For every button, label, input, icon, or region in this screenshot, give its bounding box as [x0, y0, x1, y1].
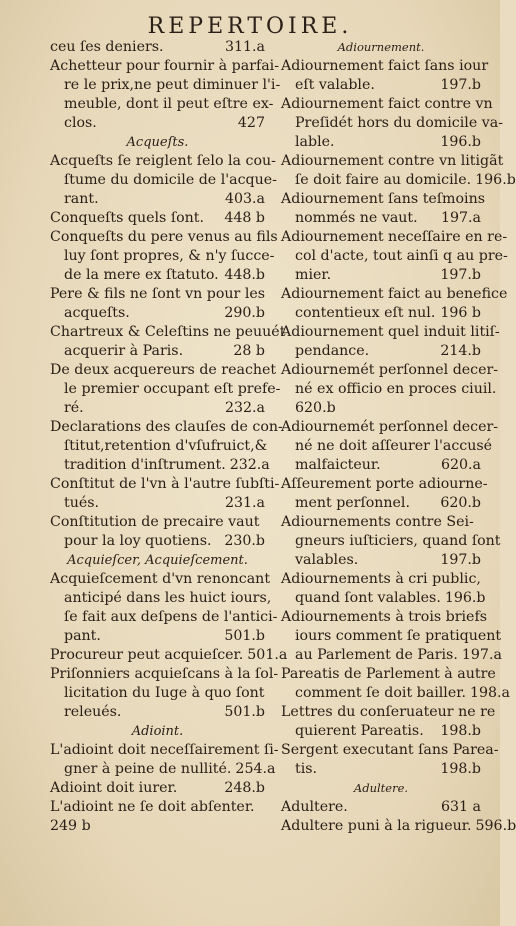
index-line — [281, 247, 508, 266]
index-line — [50, 342, 265, 361]
index-entry-text: Adiournement quel induit litiſ- — [281, 324, 500, 340]
page-reference: 197.b — [440, 552, 481, 568]
index-entry-text: Adiournemét perſonnel decer- — [281, 362, 499, 378]
index-line — [281, 399, 481, 418]
index-line — [281, 342, 481, 361]
index-line — [281, 475, 488, 494]
index-entry-text: Conſtitution de precaire vaut — [50, 514, 260, 530]
index-entry-text: né ex officio en proces ciuil. — [295, 381, 497, 397]
index-line — [281, 209, 481, 228]
page-reference: 631 a — [440, 799, 481, 815]
index-entry-text: Pere & fils ne ſont vn pour les — [50, 286, 266, 302]
index-entry-text: Acqueſts ſe reiglent ſelo la cou- — [50, 153, 276, 169]
index-line — [281, 171, 516, 190]
index-line — [50, 608, 278, 627]
index-line — [50, 684, 265, 703]
index-line — [281, 323, 500, 342]
index-line — [281, 741, 499, 760]
index-entry-text: Conqueſts du pere venus au fils — [50, 229, 278, 245]
index-line — [281, 456, 481, 475]
index-entry-text: Chartreux & Celeſtins ne peuuét — [50, 324, 286, 340]
index-entry-text: Adiournements à cri public, — [281, 571, 481, 587]
index-line — [281, 190, 485, 209]
index-line — [50, 76, 281, 95]
index-line — [281, 513, 481, 532]
page-reference: 198.b — [440, 723, 481, 739]
index-entry-text: 620.b — [295, 400, 336, 416]
index-entry-text: L'adioint doit neceſſairement ſi- — [50, 742, 279, 758]
left-column — [50, 38, 288, 836]
page-reference: 214.b — [440, 343, 481, 359]
index-entry-text: Acquieſcement d'vn renoncant — [50, 571, 271, 587]
page-reference: 311.a — [224, 39, 265, 55]
page-reference: 501.b — [224, 628, 265, 644]
index-line — [281, 228, 508, 247]
index-entry-text: tis. — [295, 761, 318, 777]
index-entry-text: lable. — [295, 134, 335, 150]
index-entry-text: Adiournement neceſſaire en re- — [281, 229, 508, 245]
page-reference: 196.b — [444, 590, 486, 606]
index-line — [281, 589, 486, 608]
index-line — [281, 285, 508, 304]
index-entry-text: rant. — [64, 191, 99, 207]
page-reference: 198.a — [469, 685, 511, 701]
index-subheading: Acquieſcer, Acquieſcement. — [67, 553, 248, 568]
index-line — [50, 418, 283, 437]
index-entry-text: de la mere ex ſtatuto. — [64, 267, 219, 283]
index-entry-text: Conſtitut de l'vn à l'autre ſubſti- — [50, 476, 280, 492]
index-line — [50, 665, 279, 684]
index-entry-text: Achetteur pour fournir à parfai- — [50, 58, 280, 74]
index-entry-text: Adiournement faict contre vn — [281, 96, 493, 112]
index-line — [281, 570, 481, 589]
index-line — [281, 152, 504, 171]
index-line — [281, 437, 493, 456]
index-line — [281, 760, 481, 779]
index-entry-text: Adiournemét perſonnel decer- — [281, 419, 499, 435]
index-line — [50, 437, 268, 456]
index-entry-text: Adultere. — [281, 799, 348, 815]
index-line — [281, 532, 501, 551]
index-entry-text: né ne doit aſſeurer l'accusé — [295, 438, 493, 454]
index-line — [281, 646, 502, 665]
index-entry-text: mier. — [295, 267, 332, 283]
index-line — [50, 817, 265, 836]
index-line — [50, 703, 265, 722]
index-line — [50, 266, 265, 285]
index-entry-text: tués. — [64, 495, 100, 511]
index-line — [50, 798, 265, 817]
index-line — [50, 57, 280, 76]
index-entry-text: Adiournements contre Sei- — [281, 514, 474, 530]
index-line — [50, 513, 265, 532]
index-line — [281, 494, 481, 513]
page-reference: 620.b — [440, 495, 481, 511]
index-entry-text: Conqueſts quels ſont. — [50, 210, 204, 226]
index-entry-text: pendance. — [295, 343, 370, 359]
index-entry-text: Aſſeurement porte adiourne- — [281, 476, 488, 492]
page-reference: 28 b — [233, 343, 265, 359]
index-entry-text: valables. — [295, 552, 359, 568]
index-entry-text: releués. — [64, 704, 122, 720]
index-entry-text: malfaicteur. — [295, 457, 381, 473]
index-entry-text: quierent Pareatis. — [295, 723, 424, 739]
index-entry-text: Adiournement faict au benefice — [281, 286, 508, 302]
right-column — [281, 38, 516, 836]
index-entry-text: Procureur peut acquieſcer. — [50, 647, 244, 663]
index-entry-text: 249 b — [50, 818, 91, 834]
index-entry-text: quand ſont valables. — [295, 590, 441, 606]
index-line — [281, 361, 499, 380]
page-reference: 197.b — [440, 267, 481, 283]
index-entry-text: ſtume du domicile de l'acque- — [64, 172, 277, 188]
index-line — [281, 418, 499, 437]
index-entry-text: Priſonniers acquieſcans à la ſol- — [50, 666, 279, 682]
index-entry-text: gner à peine de nullité. — [64, 761, 232, 777]
index-line — [281, 627, 502, 646]
page-reference: 448.b — [224, 267, 265, 283]
index-entry-text: Sergent executant ſans Parea- — [281, 742, 499, 758]
index-entry-text: anticipé dans les huict iours, — [64, 590, 272, 606]
page-reference: 501.a — [247, 647, 288, 663]
index-entry-text: Preſidét hors du domicile va- — [295, 115, 503, 131]
index-line — [50, 285, 265, 304]
index-entry-text: ſe doit faire au domicile. — [295, 172, 472, 188]
index-line — [50, 779, 265, 798]
index-subheading: Adultere. — [353, 781, 409, 795]
index-entry-text: Adiournement faict ſans iour — [281, 58, 489, 74]
index-entry-text: Declarations des clauſes de con- — [50, 419, 283, 435]
index-line — [281, 380, 497, 399]
index-entry-text: Adiournement contre vn litigãt — [281, 153, 504, 169]
index-entry-text: L'adioint ne ſe doit abſenter. — [50, 799, 255, 815]
page-reference: 196 b — [440, 305, 481, 321]
index-entry-text: comment ſe doit bailler. — [295, 685, 466, 701]
index-entry-text: meuble, dont il peut eſtre ex- — [64, 96, 274, 112]
index-entry-text: Lettres du conſeruateur ne re — [281, 704, 496, 720]
index-line — [281, 817, 516, 836]
index-line — [281, 684, 511, 703]
index-line — [50, 532, 265, 551]
index-entry-text: Adiournements à trois briefs — [281, 609, 487, 625]
index-line — [281, 608, 487, 627]
index-line — [50, 494, 265, 513]
page-reference: 198.b — [440, 761, 481, 777]
index-line — [50, 152, 276, 171]
index-line — [50, 361, 277, 380]
index-line — [281, 798, 481, 817]
index-line — [281, 722, 481, 741]
index-entry-text: Adultere puni à la rigueur. — [281, 818, 472, 834]
index-entry-text: ré. — [64, 400, 84, 416]
page-reference: 230.b — [224, 533, 265, 549]
index-subheading: Adiournement. — [337, 40, 425, 54]
index-line — [50, 247, 275, 266]
page-reference: 231.a — [224, 495, 265, 511]
index-line — [50, 38, 265, 57]
page-reference: 620.a — [440, 457, 481, 473]
page-reference: 248.b — [224, 780, 265, 796]
index-line — [50, 456, 270, 475]
page-reference: 197.b — [440, 77, 481, 93]
index-subheading: Adioint. — [131, 724, 184, 739]
index-entry-text: De deux acquereurs de reachet — [50, 362, 277, 378]
index-entry-text: le premier occupant eſt prefe- — [64, 381, 281, 397]
index-line — [281, 114, 503, 133]
index-line — [50, 228, 278, 247]
page-reference: 448 b — [224, 210, 265, 226]
index-entry-text: Adioint doit iurer. — [50, 780, 178, 796]
index-line — [50, 627, 265, 646]
page-reference: 196.b — [440, 134, 481, 150]
page-reference: 427 — [237, 115, 265, 131]
index-line — [50, 171, 277, 190]
index-line — [50, 114, 265, 133]
index-entry-text: eſt valable. — [295, 77, 375, 93]
index-subheading: Acqueſts. — [126, 135, 189, 150]
index-entry-text: clos. — [64, 115, 97, 131]
index-entry-text: iours comment ſe pratiquent — [295, 628, 502, 644]
page-reference: 596.b — [475, 818, 516, 834]
page-reference: 501.b — [224, 704, 265, 720]
index-entry-text: luy ſont propres, & n'y ſucce- — [64, 248, 275, 264]
index-line — [50, 589, 272, 608]
page-running-header: REPERTOIRE. — [147, 14, 353, 39]
index-line — [50, 399, 265, 418]
index-entry-text: licitation du Iuge à quo ſont — [64, 685, 265, 701]
index-entry-text: Adiournement ſans teſmoins — [281, 191, 485, 207]
page-reference: 254.a — [235, 761, 276, 777]
index-entry-text: ment perſonnel. — [295, 495, 410, 511]
index-line — [50, 741, 279, 760]
index-entry-text: tradition d'inſtrument. — [64, 457, 226, 473]
index-entry-text: Pareatis de Parlement à autre — [281, 666, 496, 682]
index-entry-text: pant. — [64, 628, 101, 644]
page-reference: 197.a — [440, 210, 481, 226]
index-entry-text: nommés ne vaut. — [295, 210, 418, 226]
index-entry-text: ſe fait aux deſpens de l'antici- — [64, 609, 278, 625]
index-entry-text: gneurs iuſticiers, quand ſont — [295, 533, 501, 549]
index-entry-text: col d'acte, tout ainſi q au pre- — [295, 248, 508, 264]
index-entry-text: acqueſts. — [64, 305, 130, 321]
page-reference: 232.a — [229, 457, 270, 473]
index-line — [281, 95, 493, 114]
index-entry-text: au Parlement de Paris. — [295, 647, 458, 663]
index-line — [50, 304, 265, 323]
index-line — [50, 209, 265, 228]
page-reference: 403.a — [224, 191, 265, 207]
index-line — [50, 380, 281, 399]
index-line — [50, 323, 286, 342]
page-reference: 197.a — [461, 647, 502, 663]
index-line — [281, 76, 481, 95]
index-line — [50, 646, 288, 665]
page-reference: 232.a — [224, 400, 265, 416]
index-line — [50, 190, 265, 209]
index-line — [281, 703, 496, 722]
page-reference: 290.b — [224, 305, 265, 321]
index-entry-text: re le prix,ne peut diminuer l'i- — [64, 77, 281, 93]
index-entry-text: contentieux eſt nul. — [295, 305, 436, 321]
index-line — [50, 570, 271, 589]
index-line — [281, 304, 481, 323]
index-line — [281, 551, 481, 570]
index-entry-text: pour la loy quotiens. — [64, 533, 212, 549]
index-line — [281, 665, 496, 684]
index-entry-text: acquerir à Paris. — [64, 343, 184, 359]
index-line — [50, 95, 274, 114]
index-line — [281, 57, 489, 76]
page-reference: 196.b — [475, 172, 516, 188]
index-entry-text: ceu ſes deniers. — [50, 39, 164, 55]
index-line — [281, 266, 481, 285]
index-line — [281, 133, 481, 152]
index-line — [50, 760, 276, 779]
index-line — [50, 475, 280, 494]
index-entry-text: ſtitut,retention d'vſufruict,& — [64, 438, 268, 454]
